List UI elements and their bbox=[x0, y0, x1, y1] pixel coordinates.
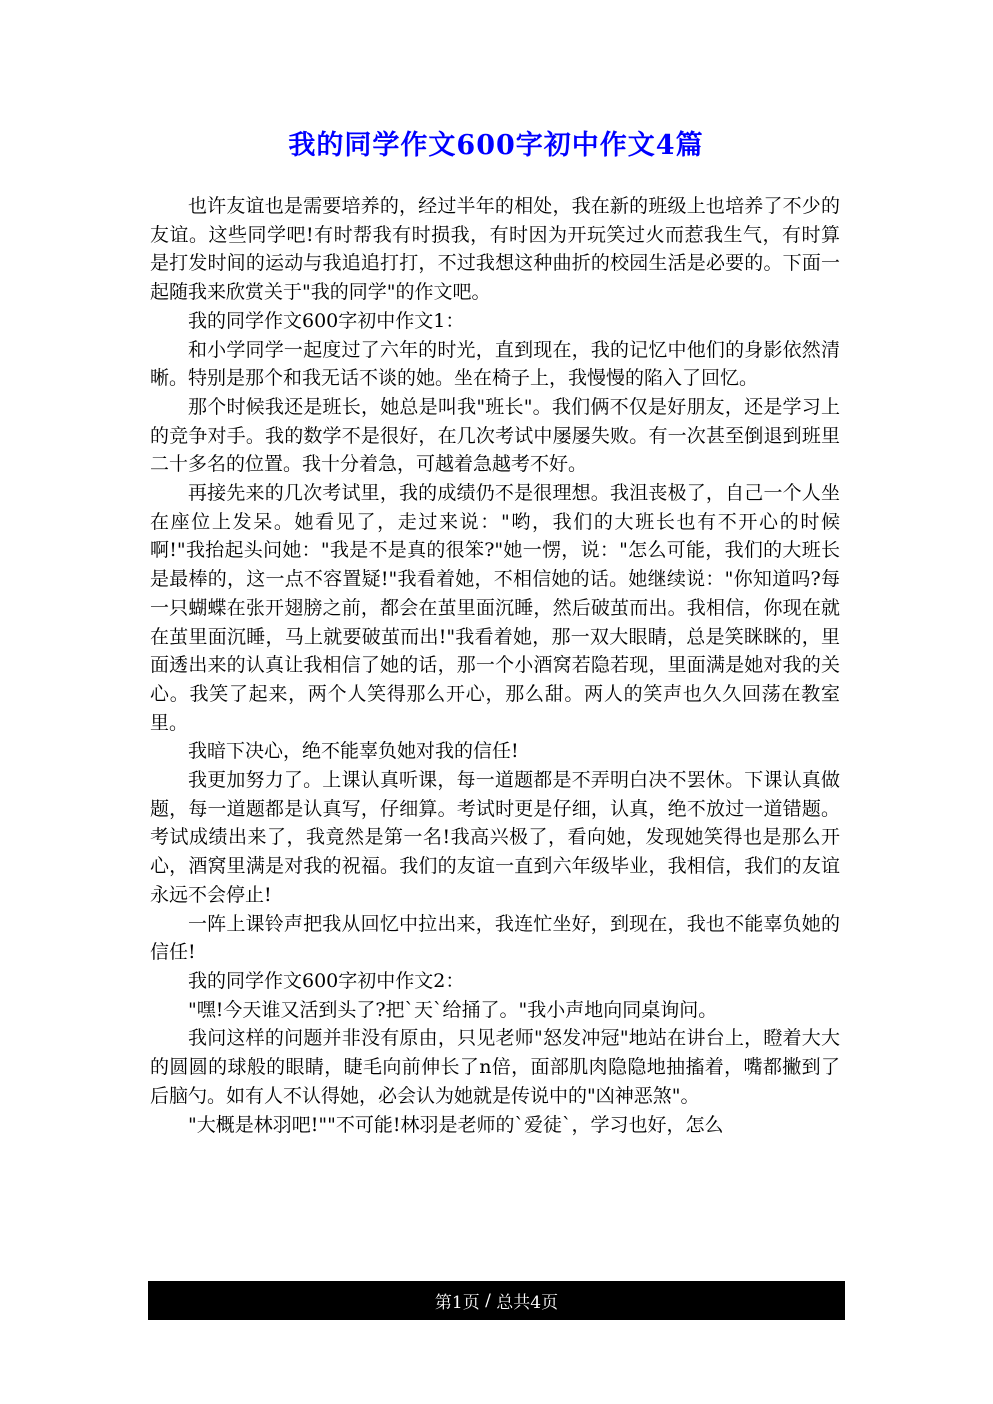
paragraph-intro: 也许友谊也是需要培养的，经过半年的相处，我在新的班级上也培养了不少的友谊。这些同学吧!有时帮我有时损我，有时因为开玩笑过火而惹我生气，有时算是打发时间的运动与我追追打打，不过我想这种曲折的校园生活是必要的。下面一起随我来欣赏关于"我的同学"的作文吧。 bbox=[150, 195, 840, 304]
section-heading-1: 我的同学作文600字初中作文1： bbox=[188, 309, 465, 332]
document-body bbox=[150, 192, 840, 1139]
paragraph: 和小学同学一起度过了六年的时光，直到现在，我的记忆中他们的身影依然清晰。特别是那个和我无话不谈的她。坐在椅子上，我慢慢的陷入了回忆。 bbox=[150, 338, 840, 390]
paragraph: "嘿!今天谁又活到头了?把`天`给捅了。"我小声地向同桌询问。 bbox=[188, 998, 718, 1021]
page-footer bbox=[148, 1281, 845, 1320]
paragraph: 我问这样的问题并非没有原由，只见老师"怒发冲冠"地站在讲台上，瞪着大大的圆圆的球般的眼睛，睫毛向前伸长了n倍，面部肌肉隐隐地抽搐着，嘴都撇到了后脑勺。如有人不认得她，必会认为她就是传说中的"凶神恶煞"。 bbox=[150, 1027, 840, 1107]
paragraph: 再接先来的几次考试里，我的成绩仍不是很理想。我沮丧极了，自己一个人坐在座位上发呆。她看见了，走过来说："哟，我们的大班长也有不开心的时候啊!"我抬起头问她："我是不是真的很笨?"她一愣，说："怎么可能，我们的大班长是最棒的，这一点不容置疑!"我看着她，不相信她的话。她继续说："你知道吗?每一只蝴蝶在张开翅膀之前，都会在茧里面沉睡，然后破茧而出。我相信，你现在就在茧里面沉睡，马上就要破茧而出!"我看着她，那一双大眼睛，总是笑眯眯的，里面透出来的认真让我相信了她的话，那一个小酒窝若隐若现，里面满是她对我的关心。我笑了起来，两个人笑得那么开心，那么甜。两人的笑声也久久回荡在教室里。 bbox=[150, 482, 840, 734]
paragraph: 一阵上课铃声把我从回忆中拉出来，我连忙坐好，到现在，我也不能辜负她的信任! bbox=[150, 912, 840, 964]
page-total: 总共4页 bbox=[496, 1293, 559, 1313]
paragraph: 那个时候我还是班长，她总是叫我"班长"。我们俩不仅是好朋友，还是学习上的竞争对手。我的数学不是很好，在几次考试中屡屡失败。有一次甚至倒退到班里二十多名的位置。我十分着急，可越着急越考不好。 bbox=[150, 395, 840, 476]
page-number: 第1页 bbox=[434, 1293, 480, 1313]
paragraph: "大概是林羽吧!""不可能!林羽是老师的`爱徒`，学习也好，怎么 bbox=[188, 1113, 724, 1136]
document-title: 我的同学作文600字初中作文4篇 bbox=[288, 130, 704, 161]
section-heading-2: 我的同学作文600字初中作文2： bbox=[188, 969, 465, 992]
paragraph: 我暗下决心，绝不能辜负她对我的信任! bbox=[188, 740, 519, 763]
page-separator: / bbox=[479, 1290, 497, 1311]
paragraph: 我更加努力了。上课认真听课，每一道题都是不弄明白决不罢休。下课认真做题，每一道题都是认真写，仔细算。考试时更是仔细，认真，绝不放过一道错题。考试成绩出来了，我竟然是第一名!我高兴极了，看向她，发现她笑得也是那么开心，酒窝里满是对我的祝福。我们的友谊一直到六年级毕业，我相信，我们的友谊永远不会停止! bbox=[150, 769, 840, 906]
